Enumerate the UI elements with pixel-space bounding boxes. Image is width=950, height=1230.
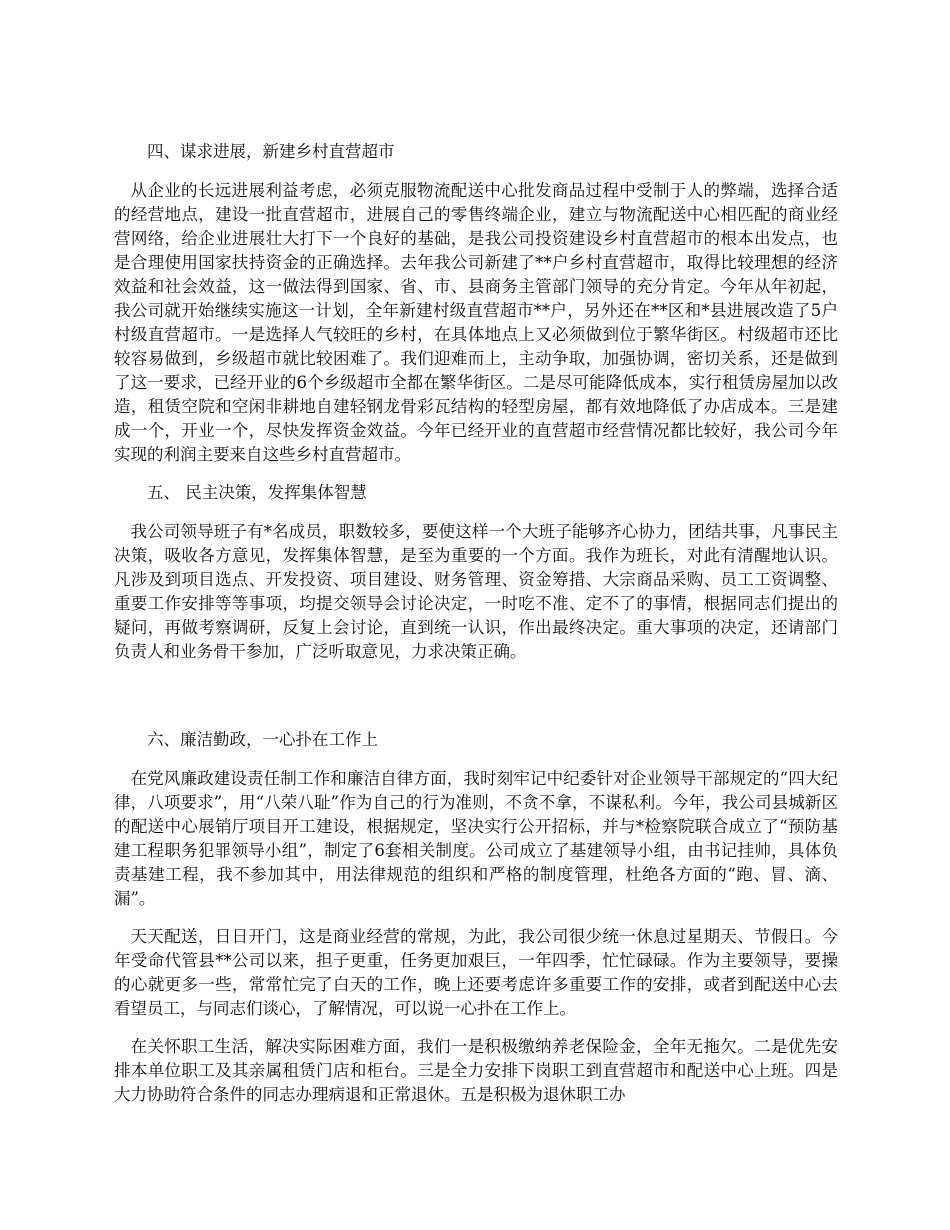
section-heading-4: 四、谋求进展，新建乡村直营超市 bbox=[147, 142, 395, 161]
section-6-paragraph-3: 在关怀职工生活，解决实际困难方面，我们一是积极缴纳养老保险金，全年无拖欠。二是优先安排本单位职工及其亲属租赁门店和柜台。三是全力安排下岗职工到直营超市和配送中心上班。四是大力协助符合条件的同志办理病退和正常退休。五是积极为退休职工办 bbox=[114, 1037, 838, 1104]
document-page bbox=[114, 140, 838, 1121]
section-heading-5: 五、 民主决策，发挥集体智慧 bbox=[147, 483, 367, 502]
section-heading-6: 六、廉洁勤政，一心扑在工作上 bbox=[147, 730, 378, 749]
section-6-paragraph-1: 在党风廉政建设责任制工作和廉洁自律方面，我时刻牢记中纪委针对企业领导干部规定的“四大纪律，八项要求”，用“八荣八耻”作为自己的行为准则，不贪不拿，不谋私利。今年，我公司县城新区的配送中心展销厅项目开工建设，根据规定，坚决实行公开招标，并与*检察院联合成立了“预防基建工程职务犯罪领导小组”，制定了6套相关制度。公司成立了基建领导小组，由书记挂帅，具体负责基建工程，我不参加其中，用法律规范的组织和严格的制度管理，杜绝各方面的“跑、冒、滴、漏”。 bbox=[114, 769, 838, 908]
section-5-paragraph-1: 我公司领导班子有*名成员，职数较多，要使这样一个大班子能够齐心协力，团结共事，凡事民主决策，吸收各方意见，发挥集体智慧，是至为重要的一个方面。我作为班长，对此有清醒地认识。凡涉及到项目选点、开发投资、项目建设、财务管理、资金筹措、大宗商品采购、员工工资调整、重要工作安排等等事项，均提交领导会讨论决定，一时吃不准、定不了的事情，根据同志们提出的疑问，再做考察调研，反复上会讨论，直到统一认识，作出最终决定。重大事项的决定，还请部门负责人和业务骨干参加，广泛听取意见，力求决策正确。 bbox=[114, 522, 838, 661]
section-4-paragraph-1: 从企业的长远进展利益考虑，必须克服物流配送中心批发商品过程中受制于人的弊端，选择合适的经营地点，建设一批直营超市，进展自己的零售终端企业，建立与物流配送中心相匹配的商业经营网络，给企业进展壮大打下一个良好的基础，是我公司投资建设乡村直营超市的根本出发点，也是合理使用国家扶持资金的正确选择。去年我公司新建了**户乡村直营超市，取得比较理想的经济效益和社会效益，这一做法得到国家、省、市、县商务主管部门领导的充分肯定。今年从年初起，我公司就开始继续实施这一计划，全年新建村级直营超市**户，另外还在**区和*县进展改造了5户村级直营超市。一是选择人气较旺的乡村，在具体地点上又必须做到位于繁华街区。村级超市还比较容易做到，乡级超市就比较困难了。我们迎难而上，主动争取，加强协调，密切关系，还是做到了这一要求，已经开业的6个乡级超市全都在繁华街区。二是尽可能降低成本，实行租赁房屋加以改造，租赁空院和空闲非耕地自建轻钢龙骨彩瓦结构的轻型房屋，都有效地降低了办店成本。三是建成一个，开业一个，尽快发挥资金效益。今年已经开业的直营超市经营情况都比较好，我公司今年实现的利润主要来自这些乡村直营超市。 bbox=[114, 181, 838, 464]
section-spacer bbox=[114, 678, 838, 728]
section-6-paragraph-2: 天天配送，日日开门，这是商业经营的常规，为此，我公司很少统一休息过星期天、节假日。今年受命代管县**公司以来，担子更重，任务更加艰巨，一年四季，忙忙碌碌。作为主要领导，要操的心就更多一些，常常忙完了白天的工作，晚上还要考虑许多重要工作的安排，或者到配送中心去看望员工，与同志们谈心，了解情况，可以说一心扑在工作上。 bbox=[114, 927, 838, 1018]
